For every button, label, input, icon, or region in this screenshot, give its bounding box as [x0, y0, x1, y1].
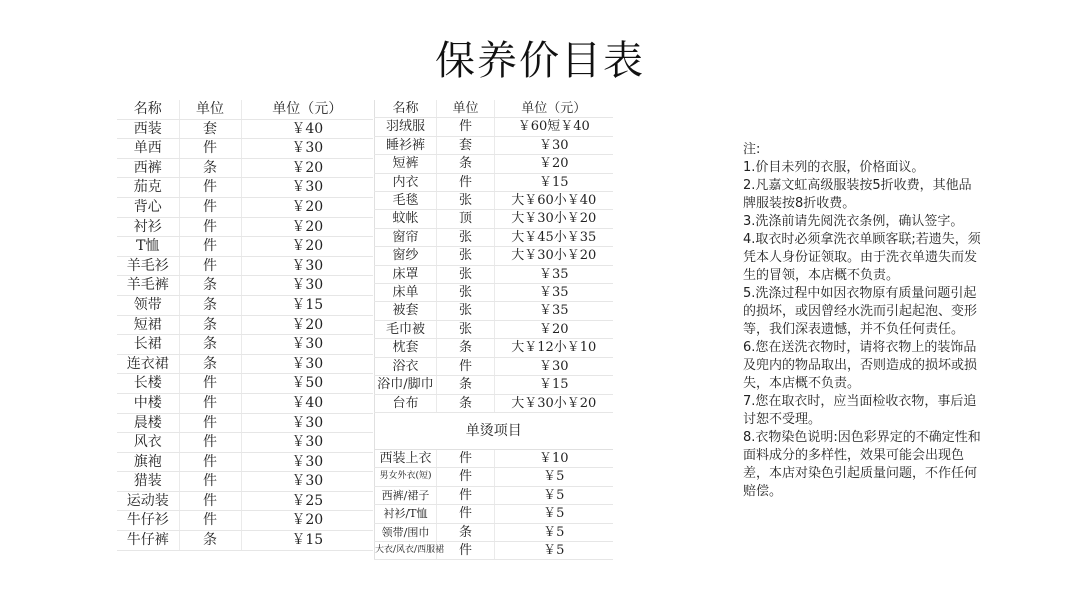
table-row [117, 237, 373, 257]
column-header: 单位（元） [241, 100, 373, 119]
table-cell: ￥35 [495, 302, 613, 320]
table-cell: ￥30 [241, 256, 373, 276]
table-cell: 件 [179, 393, 241, 413]
column-header: 单位 [437, 100, 495, 118]
table-cell: 件 [437, 449, 495, 467]
table-cell: 领带/围巾 [375, 523, 437, 541]
table-cell: 条 [179, 315, 241, 335]
note-item: 1.价目未列的衣服，价格面议。 [743, 160, 925, 175]
table-cell: 被套 [375, 302, 437, 320]
table-cell: 羊毛衫 [117, 256, 179, 276]
table-row [117, 354, 373, 374]
table-cell: 件 [437, 118, 495, 136]
table-cell: 短裤 [375, 155, 437, 173]
table-row [375, 339, 613, 357]
table-cell: ￥30 [495, 357, 613, 375]
table-cell: 件 [179, 178, 241, 198]
table-cell: 件 [179, 139, 241, 159]
table-cell: 窗帘 [375, 228, 437, 246]
table-cell: ￥50 [241, 374, 373, 394]
table-cell: ￥30 [241, 413, 373, 433]
table-cell: ￥30 [241, 335, 373, 355]
table-row [375, 486, 613, 504]
table-cell: 条 [437, 339, 495, 357]
column-header: 名称 [117, 100, 179, 119]
table-cell: ￥20 [241, 315, 373, 335]
table-cell: 大￥45小￥35 [495, 228, 613, 246]
note-item: 8.衣物染色说明:因色彩界定的不确定性和面料成分的多样性，效果可能会出现色差，本店对染色引起质量问题，不作任何赔偿。 [743, 430, 981, 499]
table-row [375, 265, 613, 283]
table-row [117, 197, 373, 217]
table-cell: 睡衫裤 [375, 136, 437, 154]
table-cell: 茄克 [117, 178, 179, 198]
table-cell: 风衣 [117, 433, 179, 453]
table-cell: 床罩 [375, 265, 437, 283]
column-header: 单位（元） [495, 100, 613, 118]
table-cell: 内衣 [375, 173, 437, 191]
table-cell: ￥40 [241, 119, 373, 139]
table-row [375, 376, 613, 394]
table-cell: ￥20 [495, 155, 613, 173]
table-row [375, 173, 613, 191]
table-cell: 条 [179, 158, 241, 178]
table-cell: ￥30 [241, 139, 373, 159]
note-item: 2.凡嘉文虹高级服装按5折收费，其他品牌服装按8折收费。 [743, 178, 972, 211]
table-header-row [117, 100, 373, 119]
table-cell: ￥30 [241, 178, 373, 198]
note-item: 5.洗涤过程中如因衣物原有质量问题引起的损坏，或因曾经水洗而引起起泡、变形等，我们深表遗憾，并不负任何责任。 [743, 286, 978, 337]
table-row [375, 302, 613, 320]
table-cell: ￥60短￥40 [495, 118, 613, 136]
table-cell: 条 [179, 531, 241, 551]
table-cell: ￥30 [241, 433, 373, 453]
table-cell: 浴衣 [375, 357, 437, 375]
table-cell: 短裙 [117, 315, 179, 335]
table-cell: 蚊帐 [375, 210, 437, 228]
table-row [375, 155, 613, 173]
table-row [117, 511, 373, 531]
table-cell: 长裙 [117, 335, 179, 355]
table-cell: ￥20 [495, 320, 613, 338]
table-row [117, 217, 373, 237]
table-row [375, 541, 613, 559]
table-cell: ￥15 [241, 531, 373, 551]
table-cell: ￥15 [241, 295, 373, 315]
table-row [375, 136, 613, 154]
section-row [375, 412, 613, 449]
table-row [117, 335, 373, 355]
table-row [117, 433, 373, 453]
table-cell: 件 [179, 413, 241, 433]
table-row [117, 256, 373, 276]
table-cell: 羊毛裤 [117, 276, 179, 296]
table-cell: 张 [437, 320, 495, 338]
table-cell: ￥5 [495, 468, 613, 486]
table-cell: 条 [437, 376, 495, 394]
table-cell: 张 [437, 192, 495, 210]
table-cell: 件 [179, 511, 241, 531]
table-cell: 毛巾被 [375, 320, 437, 338]
table-cell: 件 [179, 217, 241, 237]
table-cell: ￥30 [495, 136, 613, 154]
table-cell: 件 [437, 357, 495, 375]
table-cell: ￥35 [495, 265, 613, 283]
table-row [117, 139, 373, 159]
table-row [117, 178, 373, 198]
page-title: 保养价目表 [435, 38, 645, 84]
table-cell: 件 [437, 173, 495, 191]
table-cell: ￥30 [241, 354, 373, 374]
table-header-row [375, 100, 613, 118]
table-cell: ￥20 [241, 237, 373, 257]
table-cell: 旗袍 [117, 452, 179, 472]
table-cell: 床单 [375, 284, 437, 302]
table-row [117, 413, 373, 433]
table-row [375, 247, 613, 265]
note-item: 3.洗涤前请先阅洗衣条例，确认签字。 [743, 214, 964, 229]
table-cell: ￥25 [241, 491, 373, 511]
table-cell: 条 [179, 276, 241, 296]
table-row [117, 491, 373, 511]
table-cell: 大￥30小￥20 [495, 394, 613, 412]
table-cell: 晨楼 [117, 413, 179, 433]
table-row [117, 472, 373, 492]
table-row [375, 505, 613, 523]
table-row [375, 449, 613, 467]
table-cell: ￥20 [241, 511, 373, 531]
table-cell: 顶 [437, 210, 495, 228]
table-cell: 件 [179, 472, 241, 492]
table-cell: 大￥30小￥20 [495, 210, 613, 228]
table-cell: 套 [437, 136, 495, 154]
table-row [117, 295, 373, 315]
table-cell: 连衣裙 [117, 354, 179, 374]
table-cell: 运动装 [117, 491, 179, 511]
table-cell: ￥20 [241, 197, 373, 217]
table-cell: ￥20 [241, 158, 373, 178]
table-row [117, 393, 373, 413]
note-item: 6.您在送洗衣物时，请将衣物上的装饰品及兜内的物品取出，否则造成的损坏或损失，本店概不负责。 [743, 340, 978, 391]
table-cell: 件 [179, 197, 241, 217]
note-item: 7.您在取衣时，应当面检收衣物，事后追讨恕不受理。 [743, 394, 977, 427]
table-cell: 件 [179, 452, 241, 472]
table-cell: ￥5 [495, 541, 613, 559]
table-cell: 枕套 [375, 339, 437, 357]
table-row [117, 531, 373, 551]
table-cell: 大￥12小￥10 [495, 339, 613, 357]
table-row [375, 192, 613, 210]
table-cell: ￥30 [241, 452, 373, 472]
table-cell: 件 [437, 486, 495, 504]
table-cell: 大￥60小￥40 [495, 192, 613, 210]
table-cell: ￥5 [495, 486, 613, 504]
table-cell: 西装 [117, 119, 179, 139]
table-cell: 台布 [375, 394, 437, 412]
table-row [375, 228, 613, 246]
table-cell: ￥35 [495, 284, 613, 302]
table-cell: 西裤/裙子 [375, 486, 437, 504]
table-cell: 件 [179, 433, 241, 453]
table-row [375, 210, 613, 228]
table-cell: 条 [179, 295, 241, 315]
table-cell: 中楼 [117, 393, 179, 413]
table-cell: 大衣/风衣/西服裙 [375, 541, 437, 559]
section-title: 单烫项目 [375, 412, 613, 449]
table-cell: ￥15 [495, 376, 613, 394]
table-row [117, 374, 373, 394]
table-row [375, 320, 613, 338]
table-cell: 张 [437, 228, 495, 246]
table-cell: 窗纱 [375, 247, 437, 265]
table-cell: 条 [179, 354, 241, 374]
table-row [117, 315, 373, 335]
table-cell: 张 [437, 247, 495, 265]
table-cell: 条 [437, 394, 495, 412]
table-cell: ￥30 [241, 276, 373, 296]
table-cell: 件 [179, 374, 241, 394]
table-cell: 背心 [117, 197, 179, 217]
price-table-right [374, 100, 613, 560]
column-header: 名称 [375, 100, 437, 118]
table-row [375, 394, 613, 412]
table-cell: 张 [437, 265, 495, 283]
table-row [375, 523, 613, 541]
table-cell: 张 [437, 284, 495, 302]
table-cell: 件 [437, 505, 495, 523]
table-cell: 猎装 [117, 472, 179, 492]
table-row [375, 468, 613, 486]
table-cell: ￥20 [241, 217, 373, 237]
table-cell: 毛毯 [375, 192, 437, 210]
table-cell: 牛仔裤 [117, 531, 179, 551]
table-row [117, 119, 373, 139]
table-cell: 西装上衣 [375, 449, 437, 467]
table-cell: ￥40 [241, 393, 373, 413]
table-cell: 长楼 [117, 374, 179, 394]
table-cell: 衬衫/T恤 [375, 505, 437, 523]
table-cell: ￥5 [495, 523, 613, 541]
table-cell: 西裤 [117, 158, 179, 178]
table-cell: 男女外衣(短) [375, 468, 437, 486]
table-cell: ￥10 [495, 449, 613, 467]
table-cell: 件 [437, 468, 495, 486]
table-cell: ￥15 [495, 173, 613, 191]
table-cell: 套 [179, 119, 241, 139]
table-cell: 件 [179, 256, 241, 276]
table-cell: 浴巾/脚巾 [375, 376, 437, 394]
table-cell: 件 [179, 237, 241, 257]
price-table-left [117, 100, 373, 551]
table-row [375, 357, 613, 375]
table-cell: 大￥30小￥20 [495, 247, 613, 265]
table-cell: 牛仔衫 [117, 511, 179, 531]
table-cell: 条 [179, 335, 241, 355]
table-cell: ￥5 [495, 505, 613, 523]
table-cell: 件 [179, 491, 241, 511]
notes-panel [743, 141, 983, 501]
table-cell: 单西 [117, 139, 179, 159]
table-cell: 张 [437, 302, 495, 320]
column-header: 单位 [179, 100, 241, 119]
table-cell: 件 [437, 541, 495, 559]
note-item: 4.取衣时必须拿洗衣单顾客联;若遗失，须凭本人身份证领取。由于洗衣单遗失而发生的冒领，本店概不负责。 [743, 232, 981, 283]
notes-heading: 注: [743, 142, 761, 157]
table-cell: 条 [437, 155, 495, 173]
table-cell: 领带 [117, 295, 179, 315]
table-cell: T恤 [117, 237, 179, 257]
table-cell: 羽绒服 [375, 118, 437, 136]
table-row [375, 284, 613, 302]
table-cell: ￥30 [241, 472, 373, 492]
table-cell: 条 [437, 523, 495, 541]
table-cell: 衬衫 [117, 217, 179, 237]
table-row [117, 452, 373, 472]
table-row [117, 276, 373, 296]
table-row [375, 118, 613, 136]
table-row [117, 158, 373, 178]
